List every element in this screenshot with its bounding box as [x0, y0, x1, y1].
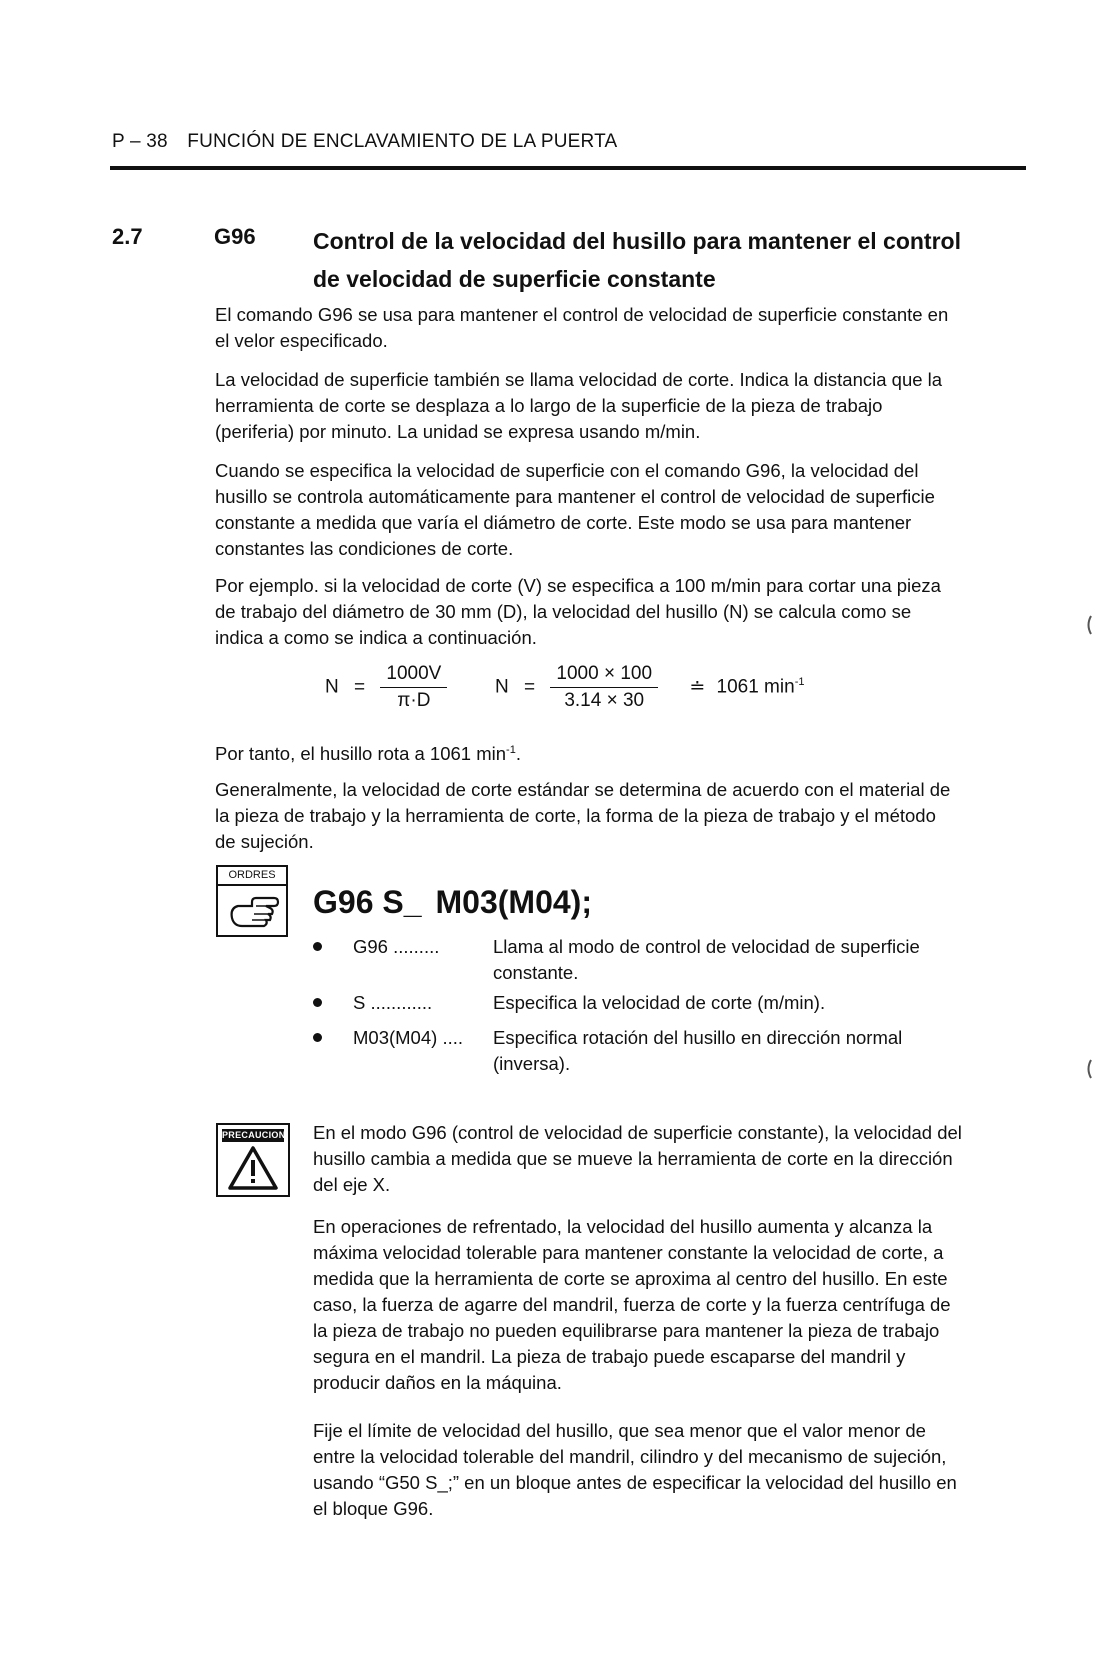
text-line: la pieza de trabajo y la herramienta de corte, la forma de la pieza de trabajo y el método: [215, 805, 936, 826]
paragraph-example: [215, 573, 1025, 651]
text-line: medida que la herramienta de corte se aproxima al centro del husillo. En este: [313, 1268, 948, 1289]
text-line: el velor especificado.: [215, 330, 388, 351]
text-line: Por tanto, el husillo rota a 1061 min: [215, 743, 507, 765]
page-header: [112, 131, 617, 153]
param-code: S ............: [353, 992, 433, 1013]
formula-numeric: [495, 663, 804, 712]
text-line: Llama al modo de control de velocidad de superficie: [493, 936, 920, 957]
text-line: indica a como se indica a continuación.: [215, 627, 537, 648]
text-line: la pieza de trabajo no pueden equilibrarse para mantener la pieza de trabajo: [313, 1320, 940, 1341]
formula-equals: =: [524, 676, 536, 698]
list-item: [313, 990, 1025, 1016]
paragraph-general: [215, 777, 1025, 855]
formula-lhs: N: [495, 676, 509, 698]
text-line: Especifica rotación del husillo en dirección normal: [493, 1027, 903, 1048]
caution-paragraph-3: [313, 1418, 1025, 1522]
text-line: Especifica la velocidad de corte (m/min).: [493, 992, 826, 1013]
fraction-numerator: 1000 × 100: [550, 663, 658, 688]
caution-box: [216, 1123, 290, 1197]
text-line: máxima velocidad tolerable para mantener constante la velocidad de corte, a: [313, 1242, 944, 1263]
section-title-line: Control de la velocidad del husillo para mantener el control: [313, 228, 961, 254]
formula-fraction: [380, 663, 447, 712]
caution-label: PRECAUCION: [222, 1130, 286, 1140]
page-number: P – 38: [112, 131, 168, 152]
text-line: de sujeción.: [215, 831, 314, 852]
bullet-icon: [313, 1033, 322, 1042]
fraction-denominator: 3.14 × 30: [564, 690, 645, 711]
formula-result: 1061 min: [716, 676, 795, 698]
list-item: [313, 934, 1025, 986]
text-line: del eje X.: [313, 1174, 391, 1195]
text-line: entre la velocidad tolerable del mandril, cilindro y del mecanismo de sujeción,: [313, 1446, 947, 1467]
text-line: Fije el límite de velocidad del husillo, que sea menor que el valor menor de: [313, 1420, 926, 1441]
formula-result-exponent: -1: [794, 676, 805, 689]
header-rule: [110, 166, 1026, 170]
text-line: usando “G50 S_;” en un bloque antes de especificar la velocidad del husillo en: [313, 1472, 957, 1493]
text-line: Cuando se especifica la velocidad de superficie con el comando G96, la velocidad del: [215, 460, 919, 481]
paragraph-g96-behaviour: [215, 458, 1025, 562]
scan-edge-mark: [1085, 614, 1093, 636]
caution-paragraph-2: [313, 1214, 1025, 1396]
text-line: husillo cambia a medida que se mueve la herramienta de corte en la dirección: [313, 1148, 953, 1169]
exponent: -1: [506, 744, 516, 756]
chapter-title: FUNCIÓN DE ENCLAVAMIENTO DE LA PUERTA: [187, 131, 618, 152]
text-line: (periferia) por minuto. La unidad se expresa usando m/min.: [215, 421, 701, 442]
formula-equals: =: [354, 676, 366, 698]
paragraph-result: [215, 737, 1025, 767]
param-description: [493, 990, 1013, 1016]
param-description: [493, 1025, 1013, 1077]
command-part: G96 S: [313, 884, 404, 920]
text-line: de trabajo del diámetro de 30 mm (D), la velocidad del husillo (N) se calcula como se: [215, 601, 912, 622]
text-line: segura en el mandril. La pieza de trabajo puede escaparse del mandril y: [313, 1346, 906, 1367]
param-description: [493, 934, 1013, 986]
fraction-denominator: π·D: [397, 690, 431, 711]
list-item: [313, 1025, 1025, 1077]
text-line: En operaciones de refrentado, la velocidad del husillo aumenta y alcanza la: [313, 1216, 933, 1237]
formula-general: [325, 663, 447, 712]
text-line: constante.: [493, 962, 579, 983]
param-code: M03(M04) ....: [353, 1027, 463, 1048]
param-code: G96 .........: [353, 936, 440, 957]
section-title-line: de velocidad de superficie constante: [313, 266, 716, 292]
text-line: La velocidad de superficie también se llama velocidad de corte. Indica la distancia que la: [215, 369, 943, 390]
text-line: husillo se controla automáticamente para mantener el control de velocidad de superficie: [215, 486, 935, 507]
orders-box: [216, 865, 288, 937]
text-line: El comando G96 se usa para mantener el control de velocidad de superficie constante en: [215, 304, 949, 325]
text-line: caso, la fuerza de agarre del mandril, fuerza de corte y la fuerza centrífuga de: [313, 1294, 951, 1315]
command-part: M03(M04);: [435, 884, 592, 920]
section-code: G96: [214, 224, 256, 249]
command-part: _: [403, 884, 422, 920]
text-line: constante a medida que varía el diámetro de corte. Este modo se usa para mantener: [215, 512, 912, 533]
formula-approx: ≐: [689, 676, 706, 698]
paragraph-intro: [215, 302, 1025, 354]
bullet-icon: [313, 942, 322, 951]
formula-lhs: N: [325, 676, 339, 698]
text-line: Por ejemplo. si la velocidad de corte (V) se especifica a 100 m/min para cortar una pieza: [215, 575, 941, 596]
section-title: [313, 222, 1033, 298]
text-line: (inversa).: [493, 1053, 571, 1074]
scan-edge-mark: [1085, 1058, 1093, 1080]
paragraph-surface-speed: [215, 367, 1025, 445]
text-line: constantes las condiciones de corte.: [215, 538, 514, 559]
fraction-numerator: 1000V: [380, 663, 447, 688]
text-line: Generalmente, la velocidad de corte estándar se determina de acuerdo con el material de: [215, 779, 951, 800]
bullet-icon: [313, 998, 322, 1007]
warning-triangle-icon: [218, 1142, 288, 1194]
text-line: herramienta de corte se desplaza a lo largo de la superficie de la pieza de trabajo: [215, 395, 883, 416]
text-line: .: [515, 743, 521, 765]
formula-fraction: [550, 663, 658, 712]
section-number: 2.7: [112, 224, 143, 249]
text-line: En el modo G96 (control de velocidad de superficie constante), la velocidad del: [313, 1122, 962, 1143]
text-line: el bloque G96.: [313, 1498, 434, 1519]
orders-label: ORDRES: [218, 867, 286, 886]
caution-paragraph-1: [313, 1120, 1025, 1198]
command-syntax: [313, 884, 592, 921]
pointing-hand-icon: [218, 886, 286, 937]
text-line: producir daños en la máquina.: [313, 1372, 562, 1393]
